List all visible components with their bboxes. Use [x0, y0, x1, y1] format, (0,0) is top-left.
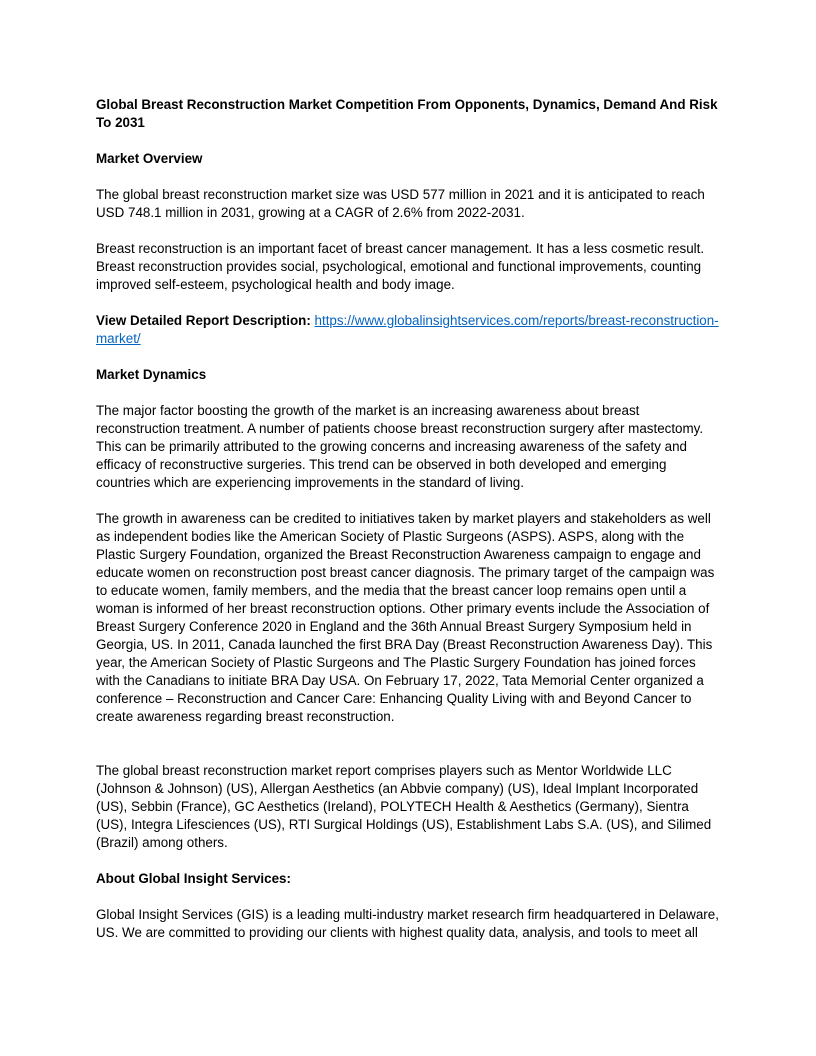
overview-paragraph-1: The global breast reconstruction market size was USD 577 million in 2021 and it is anticipated to reach USD 748.1 million in 2031, growing at a CAGR of 2.6% from 2022-2031.	[96, 187, 705, 220]
report-description-line	[96, 312, 722, 348]
overview-paragraph-2: Breast reconstruction is an important facet of breast cancer management. It has a less cosmetic result. Breast reconstruction provides social, psychological, emotional and functional improvements, counting improved self-esteem, psychological health and body image.	[96, 241, 705, 292]
market-dynamics-heading: Market Dynamics	[96, 367, 207, 382]
about-heading: About Global Insight Services:	[96, 871, 291, 886]
dynamics-paragraph-2: The growth in awareness can be credited to initiatives taken by market players and stakeholders as well as independent bodies like the American Society of Plastic Surgeons (ASPS). ASPS, along with the Plastic Surgery Foundation, organized the Breast Reconstruction Awareness campaign to engage and educate women on reconstruction post breast cancer diagnosis. The primary target of the campaign was to educate women, family members, and the media that the breast cancer loop remains open until a woman is informed of her breast reconstruction options. Other primary events include the Association of Breast Surgery Conference 2020 in England and the 36th Annual Breast Surgery Symposium held in Georgia, US. In 2011, Canada launched the first BRA Day (Breast Reconstruction Awareness Day). This year, the American Society of Plastic Surgeons and The Plastic Surgery Foundation has joined forces with the Canadians to initiate BRA Day USA. On February 17, 2022, Tata Memorial Center organized a conference – Reconstruction and Cancer Care: Enhancing Quality Living with and Beyond Cancer to create awareness regarding breast reconstruction.	[96, 511, 715, 724]
about-paragraph: Global Insight Services (GIS) is a leading multi-industry market research firm headquartered in Delaware, US. We are committed to providing our clients with highest quality data, analysis, and tools to meet all	[96, 907, 719, 940]
document-title: Global Breast Reconstruction Market Competition From Opponents, Dynamics, Demand And Risk To 2031	[96, 97, 718, 130]
document-page	[96, 96, 722, 960]
market-overview-heading: Market Overview	[96, 151, 203, 166]
market-players-paragraph: The global breast reconstruction market report comprises players such as Mentor Worldwide LLC (Johnson & Johnson) (US), Allergan Aesthetics (an Abbvie company) (US), Ideal Implant Incorporated (US), Sebbin (France), GC Aesthetics (Ireland), POLYTECH Health & Aesthetics (Germany), Sientra (US), Integra Lifesciences (US), RTI Surgical Holdings (US), Establishment Labs S.A. (US), and Silimed (Brazil) among others.	[96, 763, 712, 850]
report-description-label: View Detailed Report Description:	[96, 313, 311, 328]
report-description-link[interactable]: https://www.globalinsightservices.com/reports/breast-reconstruction-market/	[96, 313, 719, 346]
dynamics-paragraph-1: The major factor boosting the growth of the market is an increasing awareness about breast reconstruction treatment. A number of patients choose breast reconstruction surgery after mastectomy. This can be primarily attributed to the growing concerns and increasing awareness of the safety and efficacy of reconstructive surgeries. This trend can be observed in both developed and emerging countries which are experiencing improvements in the standard of living.	[96, 403, 704, 490]
